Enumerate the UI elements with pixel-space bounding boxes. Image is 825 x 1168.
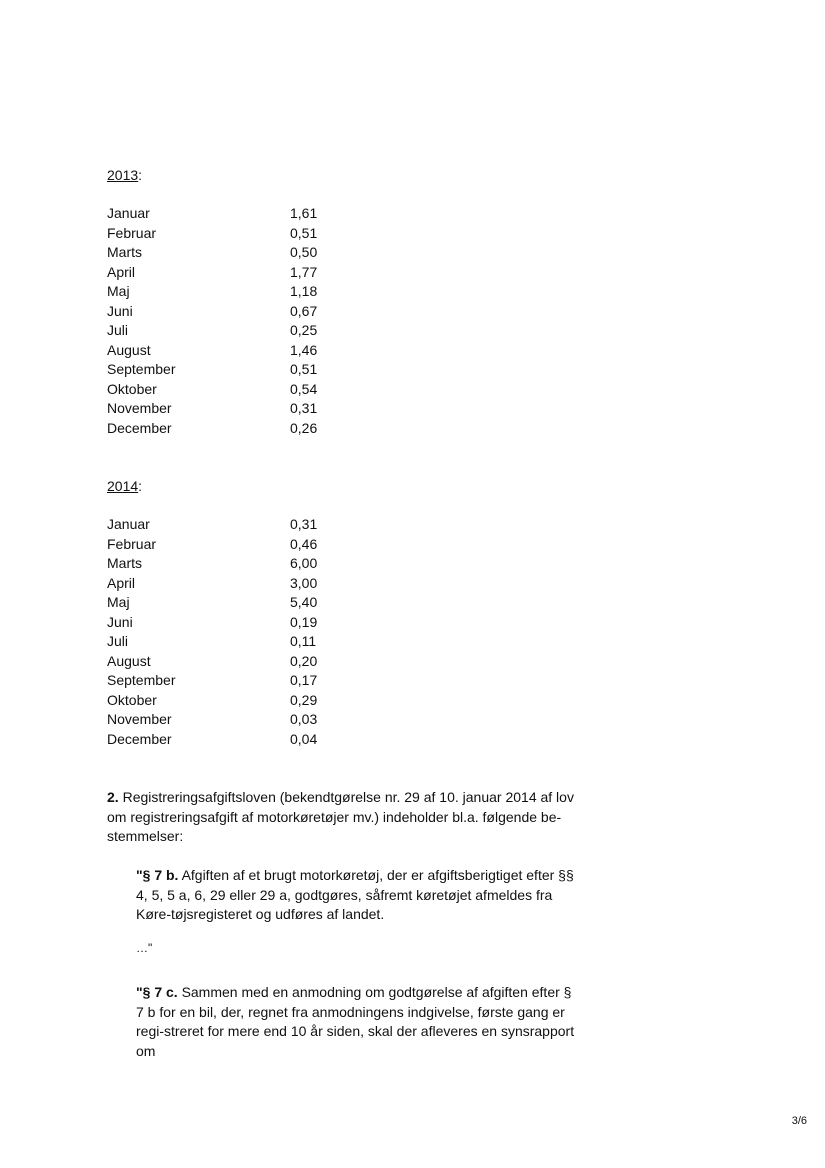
month-label: Februar (107, 224, 157, 241)
table-row (107, 652, 367, 672)
month-value: 0,11 (290, 633, 317, 649)
table-row (107, 593, 367, 613)
table-row (107, 554, 367, 574)
month-label: Januar (107, 205, 150, 221)
quote-7b (136, 866, 581, 925)
month-value: 0,25 (290, 322, 318, 338)
month-value: 3,00 (290, 574, 318, 591)
month-label: August (107, 341, 151, 358)
month-label: Marts (107, 555, 142, 571)
table-row (107, 419, 367, 439)
table-row (107, 341, 367, 361)
month-value: 0,50 (290, 244, 318, 260)
month-value: 0,19 (290, 613, 318, 630)
table-row (107, 574, 367, 594)
quote-lead: "§ 7 b. (136, 867, 179, 883)
month-label: December (107, 419, 172, 436)
quote-7c (136, 983, 581, 1061)
year-heading-2014: 2014: (107, 478, 143, 494)
quote-text: Afgiften af et brugt motorkøretøj, der er afgiftsberigtiget efter §§ 4, 5, 5 a, 6, 29 eller 29 a, godtgøres, såfremt køretøjet afmeldes fra Køre-tøjsregisteret og udføres af landet. (136, 867, 574, 922)
table-row (107, 515, 367, 535)
table-row (107, 282, 367, 302)
section-text: Registreringsafgiftsloven (bekendtgørelse nr. 29 af 10. januar 2014 af lov om registreringsafgift af motorkøretøjer mv.) indeholder bl.a. følgende be-stemmelser: (107, 789, 574, 844)
month-value: 0,51 (290, 224, 318, 241)
month-label: April (107, 263, 136, 280)
page-number: 3/6 (791, 1115, 807, 1127)
month-value: 0,17 (290, 672, 318, 688)
month-label: August (107, 652, 151, 669)
table-row (107, 243, 367, 263)
month-value: 0,31 (290, 400, 318, 416)
month-value: 1,77 (290, 263, 318, 280)
table-row (107, 360, 367, 380)
section-2-paragraph (107, 788, 577, 847)
month-value: 0,26 (290, 419, 318, 436)
table-row (107, 613, 367, 633)
month-value: 0,46 (290, 535, 318, 552)
table-row (107, 399, 367, 419)
month-label: September (107, 361, 176, 377)
month-label: November (107, 711, 172, 727)
month-value: 0,04 (290, 730, 318, 747)
month-value: 0,54 (290, 380, 318, 397)
table-row (107, 671, 367, 691)
table-row (107, 224, 367, 244)
monthly-table-2013 (107, 204, 367, 438)
table-row (107, 204, 367, 224)
year-heading-2013: 2013: (107, 167, 143, 183)
table-row (107, 691, 367, 711)
year-label: 2013 (107, 167, 139, 183)
month-label: Juli (107, 322, 129, 338)
quote-ellipsis: …" (136, 941, 153, 955)
quote-lead: "§ 7 c. (136, 984, 178, 1000)
month-label: Marts (107, 244, 142, 260)
month-value: 0,67 (290, 302, 318, 319)
month-label: Januar (107, 516, 150, 532)
month-value: 5,40 (290, 594, 318, 610)
table-row (107, 730, 367, 750)
table-row (107, 263, 367, 283)
month-value: 0,29 (290, 691, 318, 708)
month-label: Februar (107, 535, 157, 552)
month-label: April (107, 574, 136, 591)
month-label: November (107, 400, 172, 416)
monthly-table-2014 (107, 515, 367, 749)
month-label: Juli (107, 633, 129, 649)
month-label: December (107, 730, 172, 747)
month-value: 0,20 (290, 652, 318, 669)
month-value: 1,46 (290, 341, 318, 358)
month-label: Maj (107, 594, 130, 610)
table-row (107, 302, 367, 322)
month-value: 6,00 (290, 555, 318, 571)
month-label: Juni (107, 613, 133, 630)
month-value: 0,03 (290, 711, 318, 727)
section-number: 2. (107, 789, 119, 805)
table-row (107, 535, 367, 555)
month-value: 1,18 (290, 283, 318, 299)
table-row (107, 710, 367, 730)
month-label: Oktober (107, 380, 157, 397)
month-value: 0,51 (290, 361, 318, 377)
quote-text: Sammen med en anmodning om godtgørelse af afgiften efter § 7 b for en bil, der, regnet fra anmodningens indgivelse, første gang er regi-streret for mere end 10 år siden, skal der afleveres en synsrapport om (136, 984, 575, 1059)
table-row (107, 632, 367, 652)
month-label: Juni (107, 302, 133, 319)
month-label: September (107, 672, 176, 688)
month-value: 0,31 (290, 516, 318, 532)
month-label: Maj (107, 283, 130, 299)
table-row (107, 321, 367, 341)
table-row (107, 380, 367, 400)
month-label: Oktober (107, 691, 157, 708)
year-label: 2014 (107, 478, 139, 494)
month-value: 1,61 (290, 205, 318, 221)
